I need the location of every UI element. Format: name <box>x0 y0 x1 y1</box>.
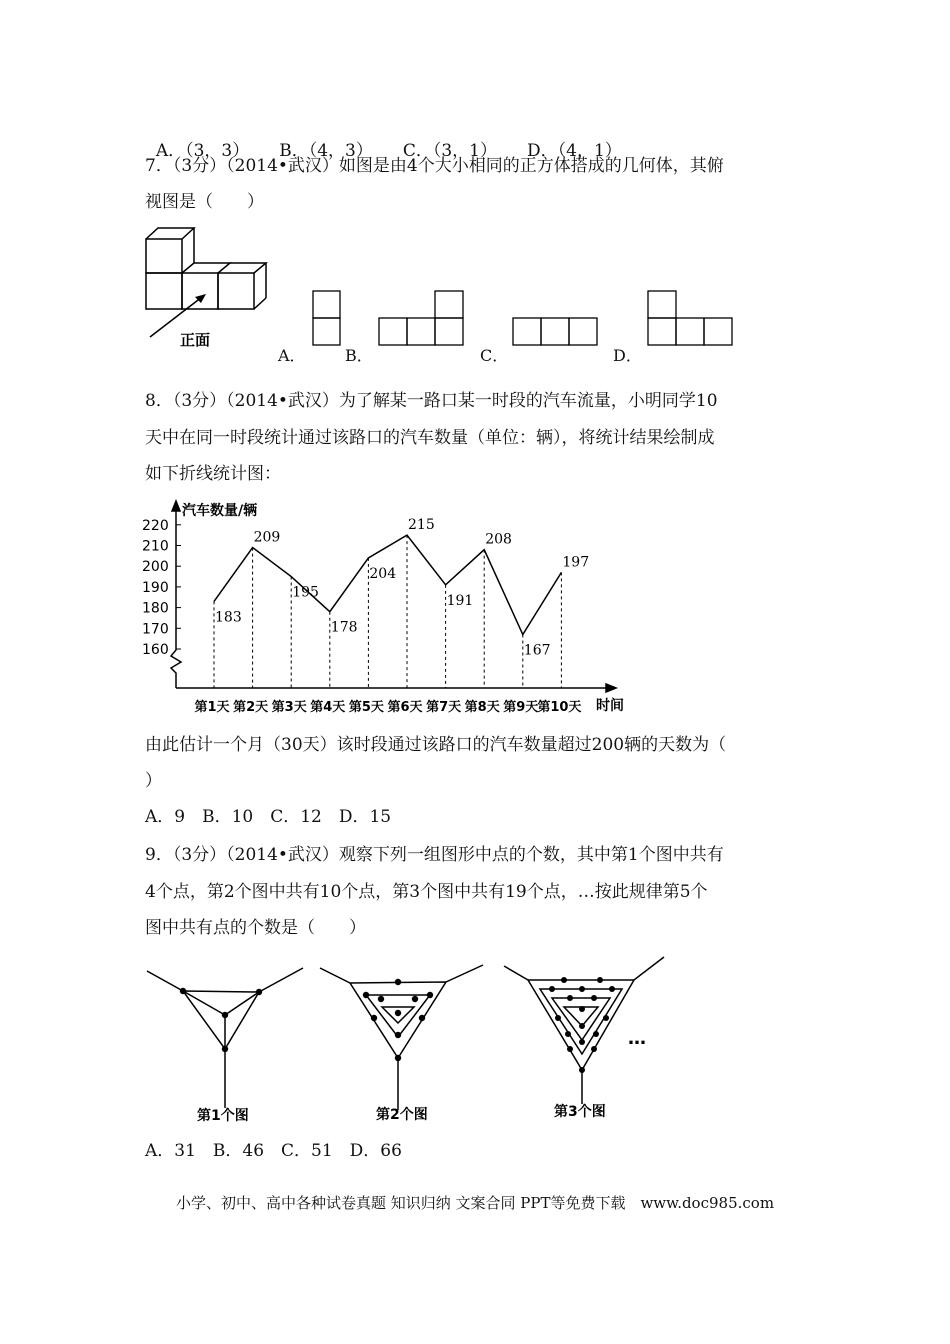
x-tick-label: 第5天 <box>348 700 384 715</box>
q9-options: A．31 B．46 C．51 D．66 <box>145 1141 402 1161</box>
q9-stem-line1: 9．（3分）（2014•武汉）观察下列一组图形中点的个数，其中第1个图中共有 <box>145 845 724 865</box>
y-tick-label: 160 <box>142 642 169 658</box>
q9-figure-2 <box>318 955 488 1130</box>
q6-option-c: C．（3，1） <box>402 141 497 161</box>
x-tick-label: 第1天 <box>194 700 230 715</box>
y-tick-label: 170 <box>142 621 169 638</box>
q9-ellipsis: … <box>628 1028 646 1049</box>
q7-label-c: C． <box>480 346 509 365</box>
traffic-line-chart <box>140 495 640 720</box>
q8-after-line1: 由此估计一个月（30天）该时段通过该路口的汽车数量超过200辆的天数为（ <box>145 735 727 755</box>
x-tick-label: 第10天 <box>537 700 582 715</box>
q9-caption-1: 第1个图 <box>197 1108 249 1124</box>
data-label: 183 <box>215 609 242 626</box>
q7-stem-line1: 7．（3分）（2014•武汉）如图是由4个大小相同的正方体搭成的几何体，其俯 <box>145 156 724 176</box>
q8-after-line2: ） <box>145 771 162 791</box>
q9-figure-1 <box>145 955 305 1130</box>
q9-stem-line2: 4个点，第2个图中共有10个点，第3个图中共有19个点，…按此规律第5个 <box>145 882 708 902</box>
q9-figure-3 <box>502 952 677 1127</box>
y-axis-title: 汽车数量/辆 <box>182 503 258 519</box>
x-tick-label: 第7天 <box>426 700 462 715</box>
x-tick-label: 第4天 <box>310 700 346 715</box>
q8-stem-line2: 天中在同一时段统计通过该路口的汽车数量（单位：辆），将统计结果绘制成 <box>145 428 715 448</box>
q7-stem-line2: 视图是（ ） <box>145 192 264 212</box>
data-label: 215 <box>408 517 435 534</box>
q9-caption-2: 第2个图 <box>376 1107 428 1123</box>
y-tick-label: 190 <box>142 579 169 596</box>
x-axis-arrow <box>606 684 616 692</box>
data-label: 167 <box>523 642 551 659</box>
q9-caption-3: 第3个图 <box>554 1104 606 1120</box>
data-label: 204 <box>369 565 397 582</box>
data-label: 197 <box>562 554 590 571</box>
y-tick-label: 210 <box>142 538 169 555</box>
x-tick-label: 第2天 <box>233 700 269 715</box>
q7-label-d: D． <box>613 346 642 365</box>
y-tick-label: 200 <box>142 559 169 576</box>
q7-solid-figure <box>140 225 280 355</box>
data-label: 195 <box>292 584 319 601</box>
q6-option-b: B．（4，3） <box>279 141 373 161</box>
q7-option-c-figure <box>512 317 598 347</box>
footer: 小学、初中、高中各种试卷真题 知识归纳 文案合同 PPT等免费下载 www.doc985.com <box>175 1194 775 1212</box>
y-axis-arrow <box>172 501 180 511</box>
q7-option-b-figure <box>378 290 464 348</box>
x-tick-label: 第3天 <box>271 700 307 715</box>
y-tick-label: 220 <box>142 517 169 534</box>
q7-label-b: B． <box>345 346 373 365</box>
x-tick-label: 第8天 <box>464 700 500 715</box>
series-line <box>214 535 561 634</box>
data-label: 178 <box>330 619 358 636</box>
q8-stem-line3: 如下折线统计图： <box>145 464 281 484</box>
front-label: 正面 <box>180 331 211 349</box>
data-label: 191 <box>446 592 474 609</box>
q8-options: A．9 B．10 C．12 D．15 <box>145 807 392 827</box>
q7-option-a-figure <box>312 290 342 348</box>
q6-option-a: A．（3，3） <box>155 141 250 161</box>
data-label: 208 <box>485 531 512 548</box>
y-tick-label: 180 <box>142 600 169 617</box>
q7-option-d-figure <box>647 290 733 348</box>
q7-label-a: A． <box>278 346 306 365</box>
data-label: 209 <box>253 529 281 546</box>
q9-stem-line3: 图中共有点的个数是（ ） <box>145 918 366 938</box>
x-axis-title: 时间 <box>596 698 624 714</box>
y-axis <box>171 509 181 688</box>
q8-stem-line1: 8．（3分）（2014•武汉）为了解某一路口某一时段的汽车流量，小明同学10 <box>145 391 718 411</box>
q6-option-d: D．（4，1） <box>527 141 622 161</box>
x-tick-label: 第6天 <box>387 700 423 715</box>
x-tick-label: 第9天 <box>503 700 539 715</box>
